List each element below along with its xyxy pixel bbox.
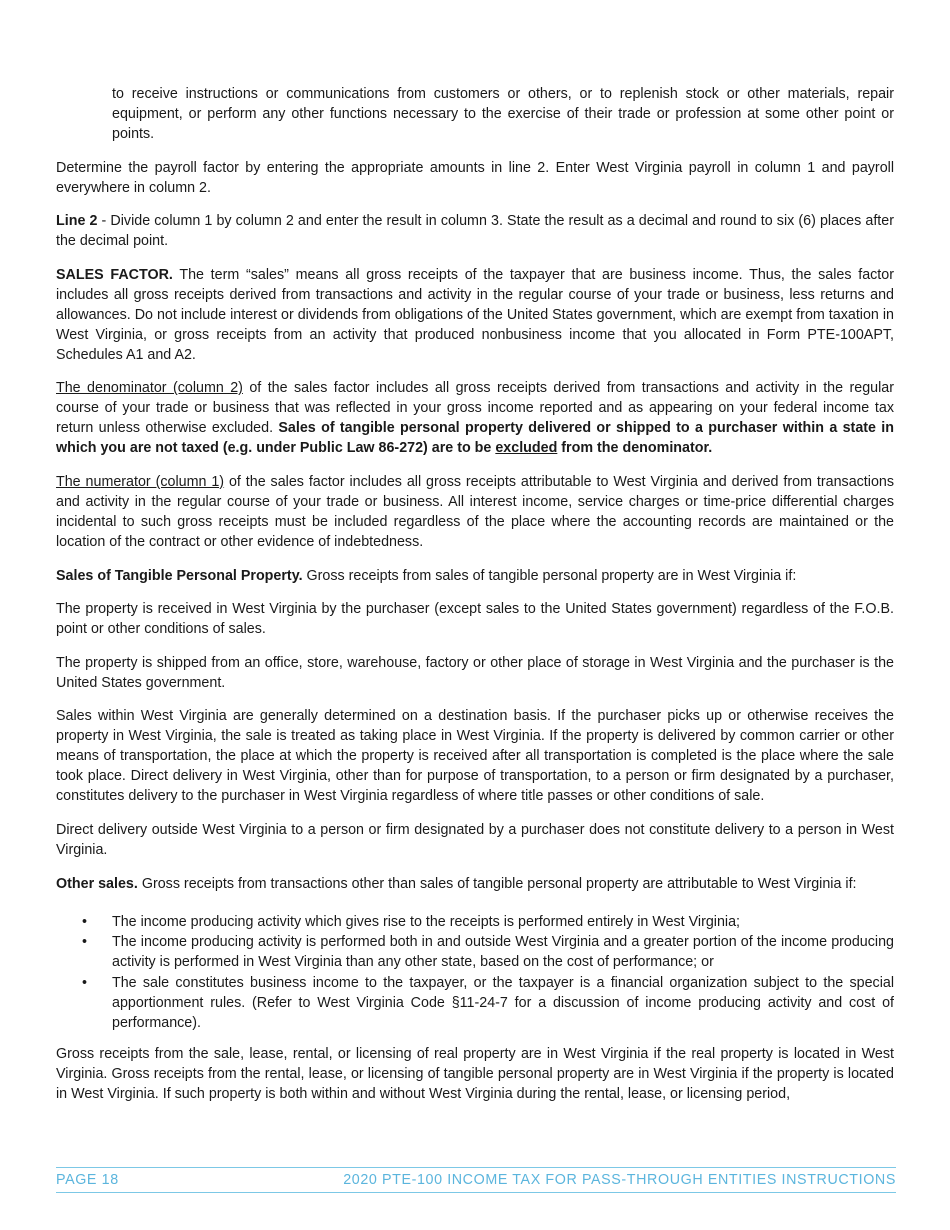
sales-factor-paragraph — [56, 265, 894, 365]
line2-label: Line 2 — [56, 213, 98, 230]
numerator-text: of the sales factor includes all gross receipts attributable to West Virginia and derived from transactions and activity in the regular course of your trade or business. All interest income, service charges or time-price differential charges incidental to such gross receipts must be included regardless of the place where the accounting records are maintained or the location of the contract or other evidence of indebtedness. — [56, 473, 894, 550]
document-body — [56, 84, 894, 1117]
direct-delivery-paragraph: Direct delivery outside West Virginia to a person or firm designated by a purchaser does not constitute delivery to a person in West Virginia. — [56, 821, 894, 858]
line2-paragraph — [56, 211, 894, 251]
bullet-icon: • — [82, 913, 88, 930]
other-sales-list — [56, 912, 894, 1033]
denominator-paragraph — [56, 378, 894, 458]
list-item — [56, 932, 894, 972]
received-paragraph: The property is received in West Virginia by the purchaser (except sales to the United States government) regardless of the F.O.B. point or other conditions of sales. — [56, 601, 894, 638]
document-title: 2020 PTE-100 INCOME TAX FOR PASS-THROUGH ENTITIES INSTRUCTIONS — [343, 1172, 896, 1188]
tangible-paragraph — [56, 566, 894, 586]
intro-paragraph: to receive instructions or communications from customers or others, or to replenish stock or other materials, repair equipment, or perform any other functions necessary to the exercise of their trade or profession at some other point or points. — [112, 86, 894, 142]
page-number: PAGE 18 — [56, 1172, 119, 1188]
tangible-text: Gross receipts from sales of tangible personal property are in West Virginia if: — [302, 567, 797, 584]
list-item-text: The income producing activity which gives rise to the receipts is performed entirely in West Virginia; — [112, 913, 741, 930]
real-property-paragraph: Gross receipts from the sale, lease, rental, or licensing of real property are in West Virginia if the real property is located in West Virginia. Gross receipts from the rental, lease, or licensing of tangible personal property are in West Virginia if the property is located in West Virginia. If such property is both within and without West Virginia during the rental, lease, or licensing period, — [56, 1045, 894, 1102]
payroll-paragraph: Determine the payroll factor by entering the appropriate amounts in line 2. Enter West Virginia payroll in column 1 and payroll everywhere in column 2. — [56, 159, 894, 196]
denominator-bold-excluded: excluded — [495, 440, 558, 457]
other-sales-label: Other sales. — [56, 875, 138, 892]
denominator-bold-a: Sales of tangible personal property delivered or shipped to a purchaser within a state in which you are not taxed (e.g. under Public Law 86-272) are to be — [56, 420, 895, 457]
numerator-label: The numerator (column 1) — [56, 473, 225, 490]
shipped-paragraph: The property is shipped from an office, store, warehouse, factory or other place of storage in West Virginia and the purchaser is the United States government. — [56, 654, 894, 691]
list-item-text: The sale constitutes business income to the taxpayer, or the taxpayer is a financial organization subject to the special apportionment rules. (Refer to West Virginia Code §11-24-7 for a discussion of income producing activity and cost of performance). — [112, 974, 894, 1031]
other-sales-text: Gross receipts from transactions other than sales of tangible personal property are attributable to West Virginia if: — [137, 875, 857, 892]
numerator-paragraph — [56, 472, 894, 552]
other-sales-paragraph — [56, 874, 894, 894]
page-footer — [56, 1167, 896, 1193]
tangible-label: Sales of Tangible Personal Property. — [56, 567, 303, 584]
list-item — [56, 912, 894, 932]
denominator-bold-b: from the denominator. — [557, 440, 713, 457]
sales-factor-text: The term “sales” means all gross receipts of the taxpayer that are business income. Thus, the sales factor includes all gross receipts derived from transactions and activity in the regular course of your trade or business, less returns and allowances. Do not include interest or dividends from obligations of the United States government, which are exempt from taxation in West Virginia, or gross receipts from an activity that produced nonbusiness income that you allocated in Form PTE-100APT, Schedules A1 and A2. — [56, 266, 894, 363]
destination-paragraph: Sales within West Virginia are generally determined on a destination basis. If the purchaser picks up or otherwise receives the property in West Virginia, the sale is treated as taking place in West Virginia. If the property is delivered by common carrier or other means of transportation, the place at which the property is received after all transportation is completed is the place where the sale took place. Direct delivery in West Virginia, other than for purpose of transportation, to a person or firm designated by a purchaser, constitutes delivery to the purchaser in West Virginia regardless of where title passes or other conditions of sale. — [56, 708, 894, 805]
denominator-text: of the sales factor includes all gross receipts derived from transactions and activity in the regular course of your trade or business that was reflected in your gross income reported and as appearing on your federal income tax return unless otherwise excluded. — [56, 380, 894, 437]
line2-text: - Divide column 1 by column 2 and enter the result in column 3. State the result as a decimal and round to six (6) places after the decimal point. — [56, 213, 894, 250]
sales-factor-label: SALES FACTOR. — [56, 266, 173, 283]
list-item — [56, 973, 894, 1033]
denominator-label: The denominator (column 2) — [56, 380, 243, 397]
bullet-icon: • — [82, 974, 88, 991]
bullet-icon: • — [82, 934, 88, 951]
list-item-text: The income producing activity is performed both in and outside West Virginia and a greater portion of the income producing activity is performed in West Virginia than any other state, based on the cost of performance; or — [112, 934, 894, 971]
